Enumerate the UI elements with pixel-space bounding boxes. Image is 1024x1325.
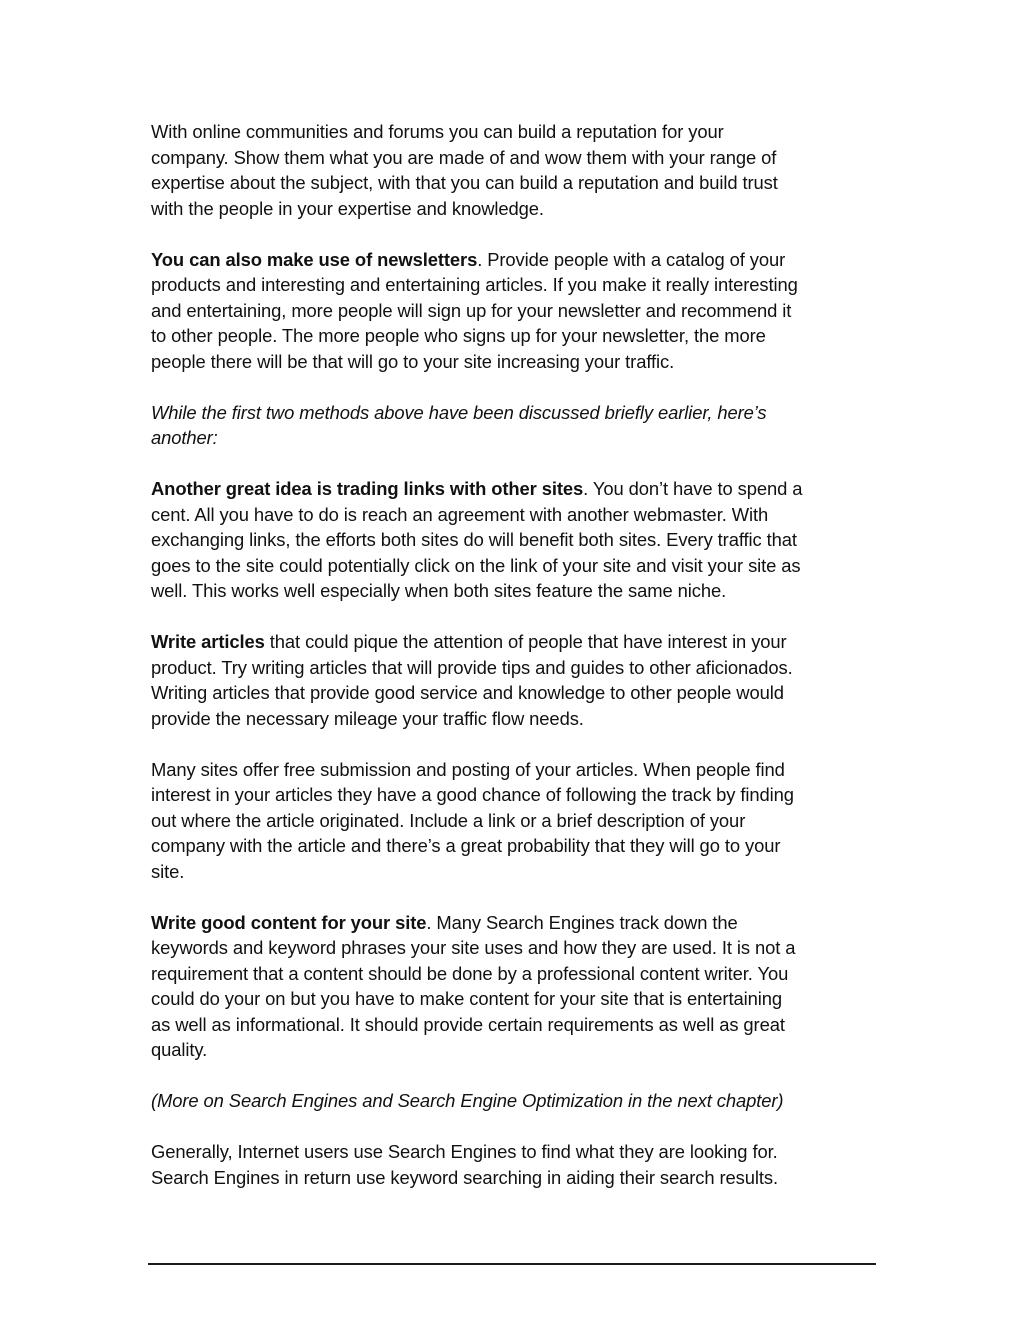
text-run: . You don’t have to spend a — [583, 478, 803, 499]
text-line: products and interesting and entertaining articles. If you make it really interesting — [151, 274, 798, 295]
text-line: cent. All you have to do is reach an agreement with another webmaster. With — [151, 503, 769, 525]
text-line: While the first two methods above have been discussed briefly earlier, here’s — [151, 401, 767, 423]
text-line — [151, 247, 881, 273]
text-line: people there will be that will go to your site increasing your traffic. — [151, 350, 675, 372]
text-line — [151, 476, 881, 502]
text-line: interest in your articles they have a good chance of following the track by finding — [151, 784, 794, 805]
bold-lead-phrase: Write good content for your site — [151, 911, 427, 933]
paragraph-transition-note — [151, 400, 881, 451]
text-line — [151, 910, 881, 936]
bold-lead-phrase: You can also make use of newsletters — [151, 248, 478, 270]
text-line: company with the article and there’s a great probability that they will go to your — [151, 835, 781, 856]
footer-divider — [148, 1263, 876, 1265]
text-run: . Many Search Engines track down the — [426, 911, 738, 933]
text-line: requirement that a content should be done by a professional content writer. You — [151, 962, 789, 984]
text-line: Writing articles that provide good service and knowledge to other people would — [151, 682, 784, 703]
document-body — [151, 119, 881, 1216]
text-line: goes to the site could potentially click on the link of your site and visit your site as — [151, 554, 801, 576]
paragraph-newsletters — [151, 247, 881, 375]
text-line: keywords and keyword phrases your site uses and how they are used. It is not a — [151, 937, 796, 958]
paragraph-online-communities — [151, 119, 881, 221]
paragraph-trading-links — [151, 476, 881, 604]
text-run: that could pique the attention of people that have interest in your — [264, 631, 787, 652]
text-line: site. — [151, 860, 185, 882]
text-line: company. Show them what you are made of and wow them with your range of — [151, 146, 777, 168]
text-line: well. This works well especially when both sites feature the same niche. — [151, 580, 727, 601]
bold-lead-phrase: Write articles — [151, 631, 265, 652]
text-line: provide the necessary mileage your traffic flow needs. — [151, 707, 584, 729]
paragraph-free-submission — [151, 757, 881, 885]
text-line: another: — [151, 427, 218, 448]
text-line: and entertaining, more people will sign up for your newsletter and recommend it — [151, 299, 792, 321]
text-line: (More on Search Engines and Search Engine Optimization in the next chapter) — [151, 1090, 784, 1111]
text-line: Many sites offer free submission and posting of your articles. When people find — [151, 758, 785, 780]
bold-lead-phrase: Another great idea is trading links with other sites — [151, 478, 584, 499]
paragraph-write-articles — [151, 629, 881, 731]
text-line — [151, 629, 881, 655]
text-line: to other people. The more people who signs up for your newsletter, the more — [151, 325, 766, 346]
paragraph-seo-note — [151, 1088, 881, 1114]
text-line: Search Engines in return use keyword searching in aiding their search results. — [151, 1166, 779, 1188]
text-line: as well as informational. It should provide certain requirements as well as great — [151, 1013, 785, 1035]
text-line: quality. — [151, 1039, 208, 1060]
text-line: With online communities and forums you can build a reputation for your — [151, 121, 724, 142]
text-line: with the people in your expertise and knowledge. — [151, 197, 544, 219]
text-line: Generally, Internet users use Search Engines to find what they are looking for. — [151, 1141, 778, 1162]
text-line: expertise about the subject, with that you can build a reputation and build trust — [151, 172, 778, 193]
text-line: could do your on but you have to make content for your site that is entertaining — [151, 988, 782, 1009]
text-run: . Provide people with a catalog of your — [477, 248, 786, 270]
text-line: product. Try writing articles that will provide tips and guides to other aficionados. — [151, 656, 793, 678]
text-line: exchanging links, the efforts both sites do will benefit both sites. Every traffic that — [151, 529, 797, 550]
paragraph-search-engines — [151, 1139, 881, 1190]
paragraph-good-content — [151, 910, 881, 1063]
text-line: out where the article originated. Include a link or a brief description of your — [151, 809, 746, 831]
